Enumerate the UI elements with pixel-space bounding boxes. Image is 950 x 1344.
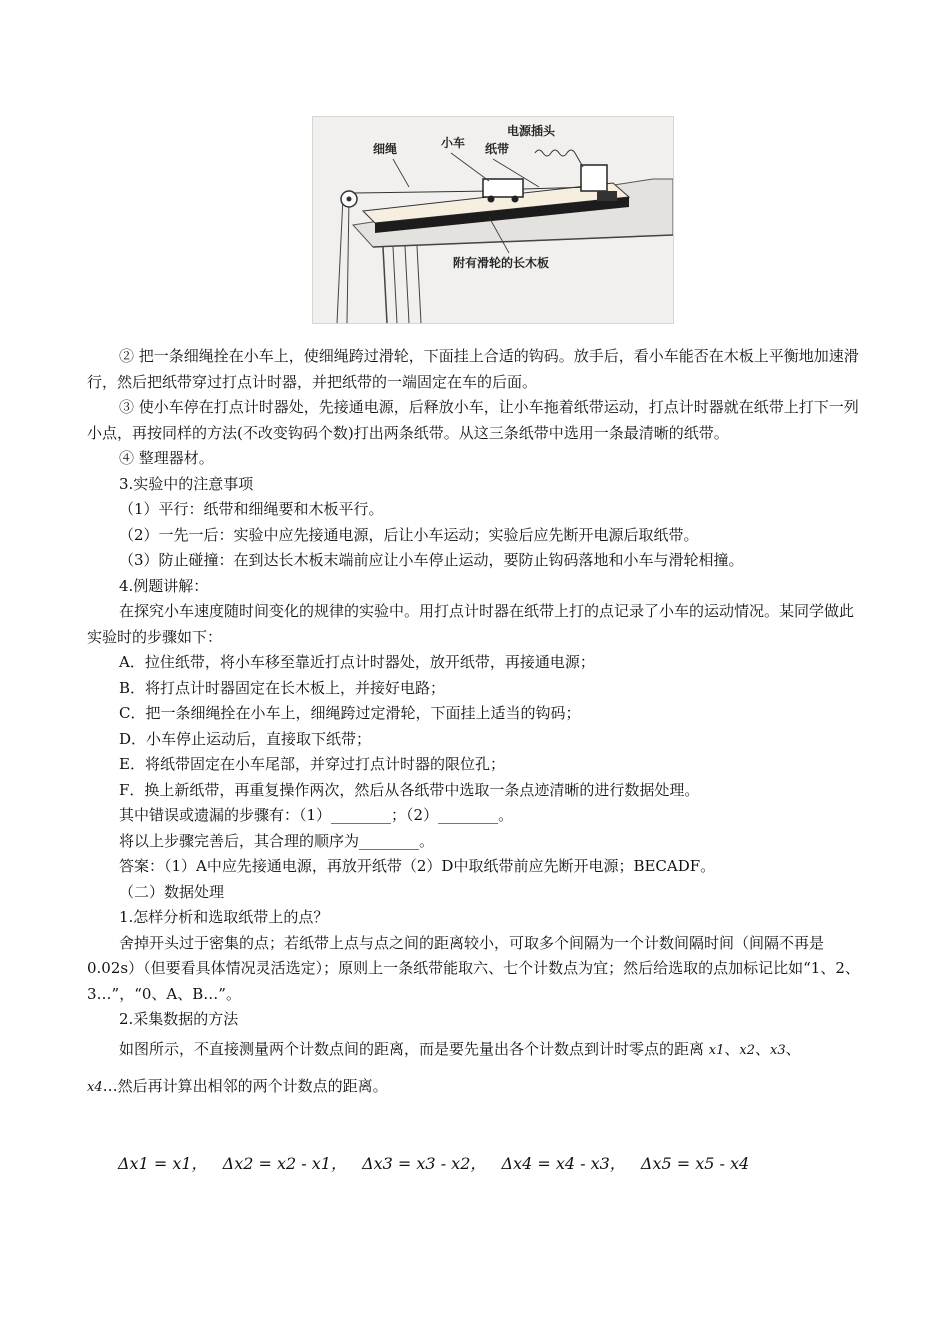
option-c: C．把一条细绳拴在小车上，细绳跨过定滑轮，下面挂上适当的钩码；: [119, 704, 581, 722]
apparatus-figure: [312, 116, 674, 324]
subsection-2-text: 如图所示，不直接测量两个计数点间的距离，而是要先量出各个计数点到计时零点的距离: [119, 1039, 705, 1058]
section-data-heading: （二）数据处理: [119, 882, 225, 901]
subsection-2-heading: 2.采集数据的方法: [119, 1010, 239, 1028]
x4-label: x4: [87, 1079, 103, 1095]
label-cart: 小车: [441, 136, 466, 150]
apparatus-illustration: [313, 117, 673, 323]
option-e: E．将纸带固定在小车尾部，并穿过打点计时器的限位孔；: [119, 755, 505, 773]
option-f: F．换上新纸带，再重复操作两次，然后从各纸带中选取一条点迹清晰的进行数据处理。: [119, 780, 700, 799]
answer: 答案：（1）A中应先接通电源，再放开纸带（2）D中取纸带前应先断开电源；BECADF。: [119, 857, 716, 875]
body-text: [87, 344, 867, 1107]
note-1: （1）平行：纸带和细绳要和木板平行。: [119, 500, 384, 518]
option-a: A．拉住纸带，将小车移至靠近打点计时器处，放开纸带，再接通电源；: [119, 653, 595, 671]
equation-3: Δx3 = x3 - x2，: [362, 1154, 487, 1173]
subsection-2-cont: [87, 1067, 867, 1107]
equation-row: [118, 1151, 759, 1174]
subsection-2-line-end: …然后再计算出相邻的两个计数点的距离。: [102, 1076, 388, 1095]
timer-icon: [581, 165, 607, 191]
cart-icon: [483, 179, 523, 197]
subsection-2-body: 如图所示，不直接测量两个计数点间的距离，而是要先量出各个计数点到计时零点的距离 x1、x2、x3、: [119, 1039, 801, 1058]
section-notes-heading: 3.实验中的注意事项: [119, 474, 254, 493]
label-board: 附有滑轮的长木板: [453, 256, 550, 270]
note-2: （2）一先一后：实验中应先接通电源，后让小车运动；实验后应先断开电源后取纸带。: [119, 525, 699, 544]
option-b: B．将打点计时器固定在长木板上，并接好电路；: [119, 678, 446, 697]
example-heading: 4.例题讲解：: [119, 576, 209, 595]
label-rope: 细绳: [373, 142, 398, 156]
equation-4: Δx4 = x4 - x3，: [501, 1154, 626, 1173]
question-errors: 其中错误或遗漏的步骤有：（1）________；（2）________。: [119, 806, 514, 824]
equation-2: Δx2 = x2 - x1，: [222, 1154, 347, 1173]
x2-label: x2: [739, 1042, 756, 1058]
option-d: D．小车停止运动后，直接取下纸带；: [119, 729, 372, 748]
question-order: 将以上步骤完善后，其合理的顺序为________。: [119, 831, 435, 850]
x1-label: x1: [708, 1042, 725, 1058]
note-3: （3）防止碰撞：在到达长木板末端前应让小车停止运动，要防止钩码落地和小车与滑轮相撞。: [119, 551, 744, 569]
step-2: ② 把一条细绳拴在小车上，使细绳跨过滑轮，下面挂上合适的钩码。放手后，看小车能否在木板上平衡地加速滑行，然后把纸带穿过打点计时器，并把纸带的一端固定在车的后面。: [87, 347, 859, 391]
label-tape: 纸带: [485, 142, 510, 156]
step-4: ④ 整理器材。: [119, 449, 214, 467]
x3-label: x3: [770, 1042, 786, 1058]
subsection-1-heading: 1.怎样分析和选取纸带上的点？: [119, 908, 329, 926]
step-3: ③ 使小车停在打点计时器处，先接通电源，后释放小车，让小车拖着纸带运动，打点计时器就在纸带上打下一列小点，再按同样的方法(不改变钩码个数)打出两条纸带。从这三条纸带中选用一条最清晰的纸带。: [87, 398, 859, 442]
label-plug: 电源插头: [507, 124, 556, 138]
subsection-1-body: 舍掉开头过于密集的点；若纸带上点与点之间的距离较小，可取多个间隔为一个计数间隔时间（间隔不再是0.02s）（但要看具体情况灵活选定）；原则上一条纸带能取六、七个计数点为宜；然后给选取的点加标记比如“1、2、3…”，“0、A、B…”。: [87, 933, 860, 1003]
example-intro: 在探究小车速度随时间变化的规律的实验中。用打点计时器在纸带上打的点记录了小车的运动情况。某同学做此实验时的步骤如下：: [87, 602, 855, 646]
equation-5: Δx5 = x5 - x4: [640, 1154, 750, 1173]
equation-1: Δx1 = x1，: [118, 1154, 208, 1173]
